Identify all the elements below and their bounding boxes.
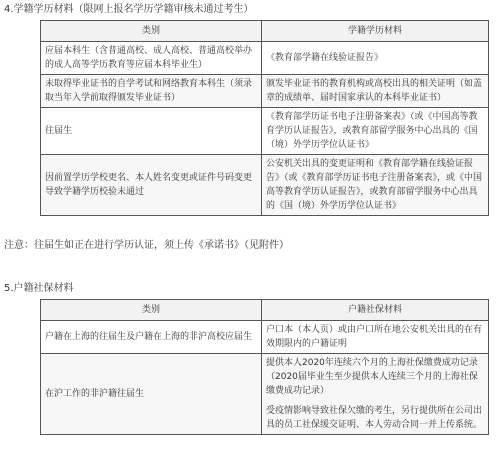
header-category: 类别 (41, 21, 262, 42)
table-row (41, 155, 489, 216)
note-text: 注意：往届生如正在进行学历认证，须上传《承诺书》（见附件） (4, 240, 289, 251)
row-materials: 颁发毕业证书的教育机构或高校出具的相关证明（如盖章的成绩单、届时国家承认的本科毕业证书） (262, 75, 489, 108)
household-materials-table (40, 299, 489, 435)
row-materials (262, 354, 489, 435)
section-title-education: 4.学籍学历材料（限网上报名学历学籍审核未通过考生） (4, 4, 254, 15)
materials-paragraph: 提供本人2020年连续六个月的上海社保缴费成功记录（2020届毕业生至少提供本人连续三个月的上海社保缴费成功记录） (266, 358, 478, 396)
row-materials: 公安机关出具的变更证明和《教育部学籍在线验证报告》（或《教育部学历证书电子注册备案表》，或《中国高等教育学历认证报告》，或教育部留学服务中心出具的《国（境）外学历学位认证书》 (262, 155, 489, 216)
table-header-row (41, 300, 489, 321)
row-category: 应届本科生（含普通高校、成人高校、普通高校举办的成人高等学历教育等应届本科毕业生） (41, 42, 262, 75)
header-category: 类别 (41, 300, 262, 321)
row-category: 户籍在上海的往届生及户籍在上海的非沪高校应届生 (41, 321, 262, 354)
header-materials: 户籍社保材料 (262, 300, 489, 321)
row-materials (262, 321, 489, 354)
row-materials: 《教育部学历证书电子注册备案表》（或《中国高等教育学历认证报告》，或教育部留学服务中心出具的《国（境）外学历学位认证书》 (262, 108, 489, 155)
table-row (41, 108, 489, 155)
row-category: 未取得毕业证书的自学考试和网络教育本科生（须录取当年入学前取得颁发毕业证书） (41, 75, 262, 108)
education-materials-table (40, 20, 489, 216)
row-materials: 《教育部学籍在线验证报告》 (262, 42, 489, 75)
row-category: 往届生 (41, 108, 262, 155)
row-category: 因前置学历学校更名、本人姓名变更或证件号码变更导致学籍学历校验未通过 (41, 155, 262, 216)
table-row (41, 42, 489, 75)
materials-paragraph: 受疫情影响导致社保欠缴的考生，另行提供所在公司出具的员工社保缓交证明、本人劳动合同一并上传系统。 (266, 406, 483, 430)
section-title-household: 5.户籍社保材料 (4, 283, 74, 294)
header-materials: 学籍学历材料 (262, 21, 489, 42)
materials-paragraph: 户口本（本人页）或由户口所在地公安机关出具的在有效期限内的户籍证明 (266, 325, 483, 349)
table-row (41, 321, 489, 354)
table-row (41, 354, 489, 435)
row-category: 在沪工作的非沪籍往届生 (41, 354, 262, 435)
table-header-row (41, 21, 489, 42)
table-row (41, 75, 489, 108)
